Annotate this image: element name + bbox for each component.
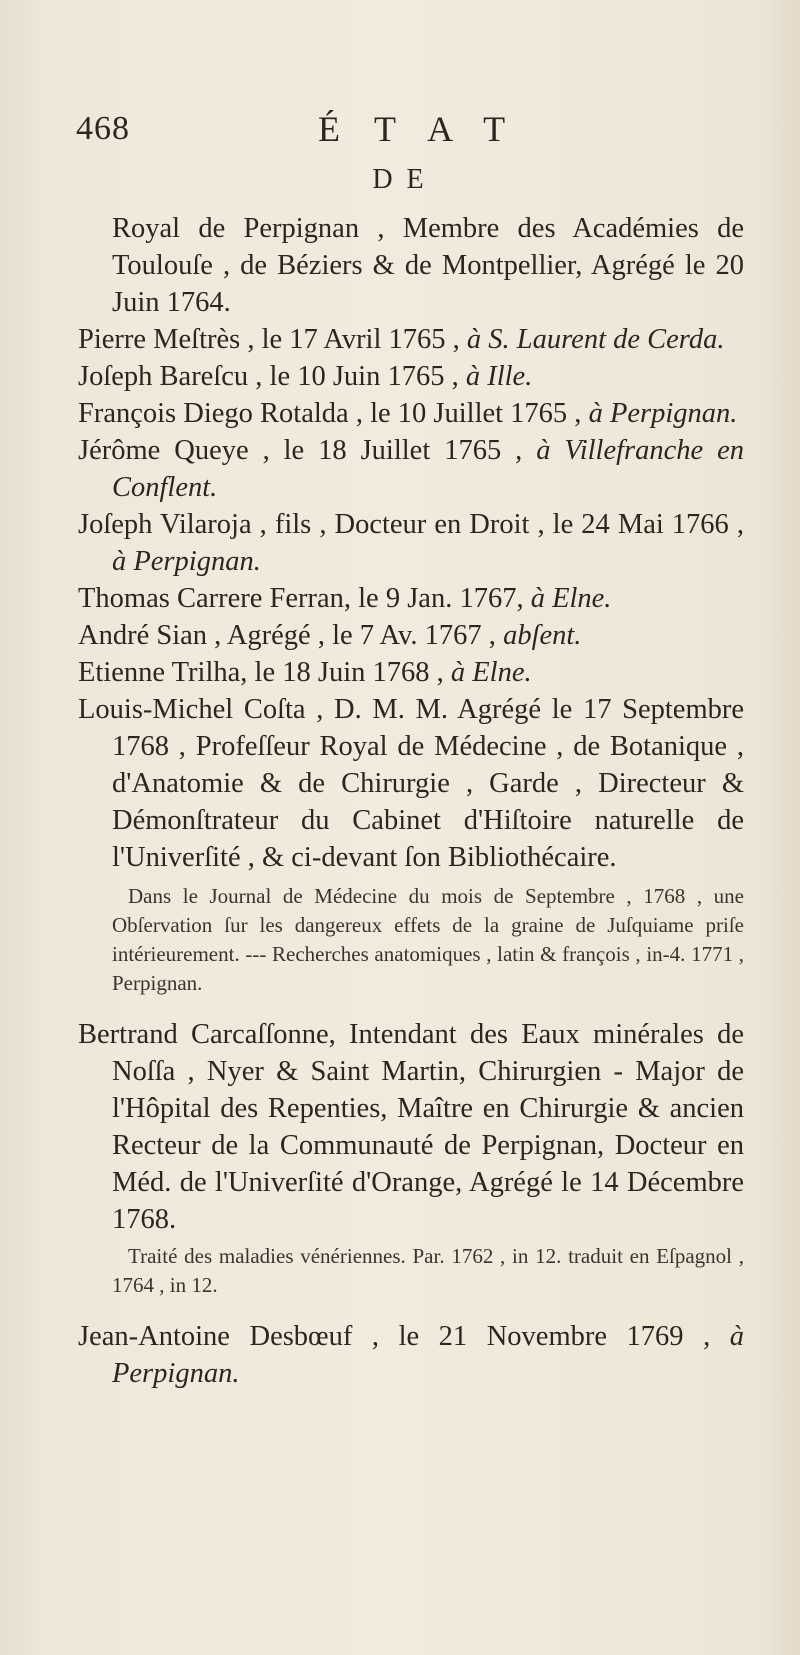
entry-sian [78,617,744,654]
entry-desboeuf [78,1318,744,1392]
spacer [78,1006,744,1016]
entry-text: Etienne Trilha, le 18 Juin 1768 , [78,657,451,688]
page-body [78,210,744,1392]
entry-text: Joſeph Vilaroja , fils , Docteur en Droit , le 24 Mai 1766 , [78,509,744,540]
spacer [78,1308,744,1318]
entry-text: Thomas Carrere Ferran, le 9 Jan. 1767, [78,583,531,614]
entry-text: Jean-Antoine Desbœuf , le 21 Novembre 1769 , [78,1321,730,1352]
entry-trilha [78,654,744,691]
entry-place: à Villefranche en Conflent. [112,435,744,503]
entry-place: à Perpignan. [588,398,738,429]
footnote-carcassonne: Traité des maladies vénériennes. Par. 1762 , in 12. traduit en Eſpagnol , 1764 , in 12. [112,1244,744,1297]
entry-place: à Elne. [530,583,612,614]
page-header [0,108,800,168]
entry-mestres [78,321,744,358]
running-head-continuation: DE [372,164,438,195]
entry-vilaroja [78,506,744,580]
entry-place: à Ille. [465,361,533,392]
entry-barescu [78,358,744,395]
entry-carrere-ferran [78,580,744,617]
entry-place: à S. Laurent de Cerda. [466,324,725,355]
entry-place: à Elne. [450,657,532,688]
entry-rotalda [78,395,744,432]
entry-text: André Sian , Agrégé , le 7 Av. 1767 , [78,620,504,651]
entry-text: Joſeph Bareſcu , le 10 Juin 1765 , [78,361,466,392]
entry-costa [78,691,744,876]
entry-continuation [78,210,744,321]
running-head: ÉTAT [318,109,540,149]
entry-place: à Perpignan. [112,546,261,577]
entry-place: à Perpignan. [112,1321,744,1389]
entry-text: Louis-Michel Coſta , D. M. M. Agrégé le 17 Septembre 1768 , Profeſſeur Royal de Médecine , de Botanique , d'Anatomie & de Chirurgie , Garde , Directeur & Démonſtrateur du Cabinet d'Hiſtoire naturelle de l'Univerſité , & ci-devant ſon Bibliothécaire. [78,694,744,873]
entry-text: Pierre Meſtrès , le 17 Avril 1765 , [78,324,467,355]
entry-text: Jérôme Queye , le 18 Juillet 1765 , [78,435,537,466]
entry-carcassonne [78,1016,744,1238]
entry-text: Bertrand Carcaſſonne, Intendant des Eaux minérales de Noſſa , Nyer & Saint Martin, Chirurgien - Major de l'Hôpital des Repenties, Maître en Chirurgie & ancien Recteur de la Communauté de Perpignan, Docteur en Méd. de l'Univerſité d'Orange, Agrégé le 14 Décembre 1768. [78,1019,744,1235]
entry-text: Royal de Perpignan , Membre des Académies de Toulouſe , de Béziers & de Montpellier, Agrégé le 20 Juin 1764. [112,213,744,318]
page-number: 468 [76,110,130,147]
entry-place: abſent. [503,620,582,651]
entry-text: François Diego Rotalda , le 10 Juillet 1765 , [78,398,589,429]
footnote-costa: Dans le Journal de Médecine du mois de Septembre , 1768 , une Obſervation ſur les dangereux effets de la graine de Juſquiame priſe intérieurement. --- Recherches anatomiques , latin & françois , in-4. 1771 , Perpignan. [112,884,744,995]
entry-queye [78,432,744,506]
